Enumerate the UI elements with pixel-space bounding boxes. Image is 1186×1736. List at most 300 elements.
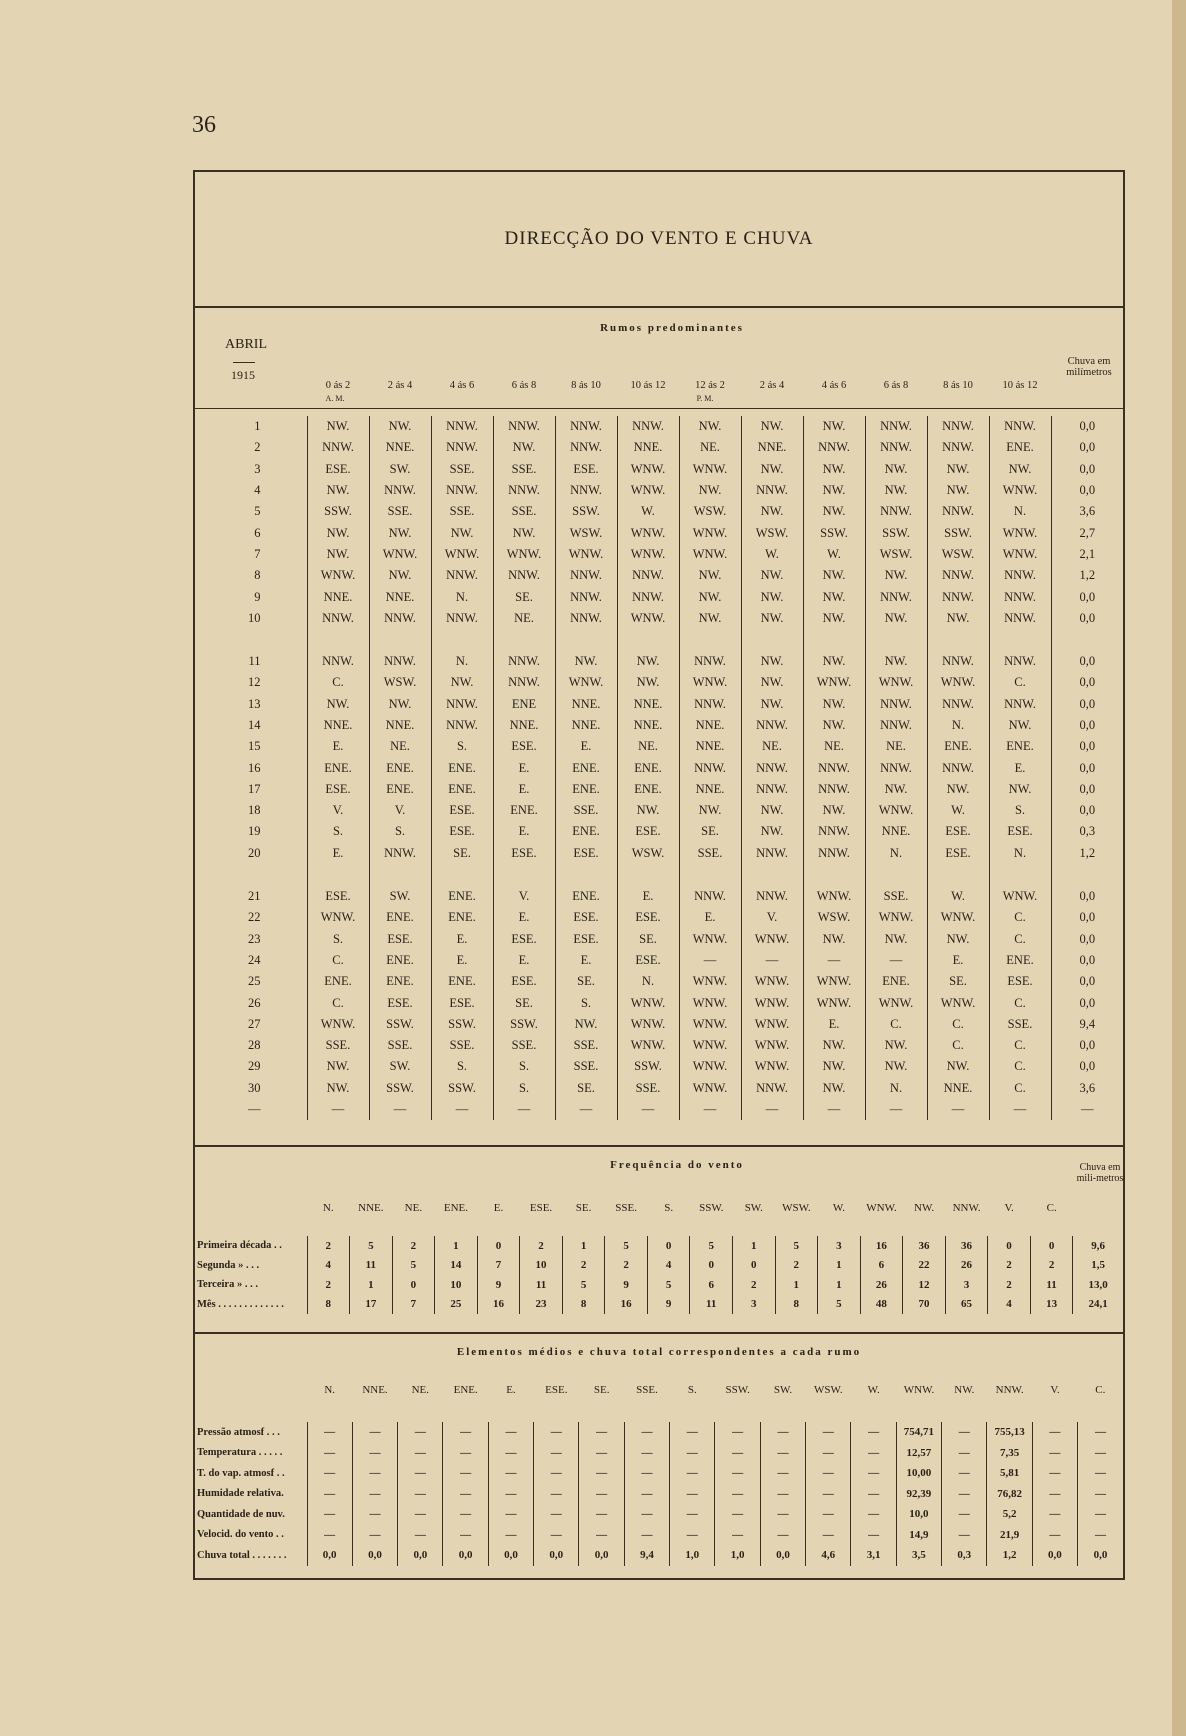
elem-header: Elementos médios e chuva total correspondentes a cada rumo	[456, 1346, 862, 1358]
elem-cell: —	[579, 1484, 624, 1505]
rain-cell: 0,0	[1051, 736, 1123, 757]
elem-cell: —	[443, 1484, 488, 1505]
freq-cell: 14	[435, 1256, 478, 1276]
freq-cell: 23	[520, 1295, 563, 1315]
day-cell: 4	[254, 483, 261, 498]
wind-cell: NW.	[741, 608, 803, 629]
wind-cell: NNW.	[493, 672, 555, 693]
direction-header: E.	[506, 1384, 516, 1396]
wind-cell: NE.	[679, 437, 741, 458]
day-cell: 21	[248, 889, 261, 904]
wind-cell: WNW.	[741, 929, 803, 950]
wind-cell: SSE.	[493, 501, 555, 522]
year-label: 1915	[231, 368, 255, 382]
wind-cell: C.	[989, 929, 1051, 950]
freq-cell: 36	[903, 1236, 946, 1256]
wind-cell: ENE.	[989, 950, 1051, 971]
wind-cell: SSW.	[493, 1014, 555, 1035]
wind-cell: C.	[989, 1056, 1051, 1077]
wind-cell: NNW.	[803, 821, 865, 842]
elem-cell: —	[398, 1463, 443, 1484]
wind-cell: NNE.	[555, 694, 617, 715]
wind-cell: ESE.	[617, 821, 679, 842]
wind-cell: NW.	[307, 522, 369, 543]
wind-cell: C.	[307, 992, 369, 1013]
wind-cell: C.	[927, 1035, 989, 1056]
wind-cell: V.	[493, 886, 555, 907]
wind-cell: ENE.	[555, 886, 617, 907]
freq-cell: 2	[775, 1256, 818, 1276]
wind-cell: NNW.	[555, 416, 617, 437]
wind-cell: WNW.	[679, 1078, 741, 1099]
elem-cell: 4,6	[806, 1545, 851, 1566]
elem-cell: —	[307, 1443, 352, 1464]
wind-cell: NNW.	[865, 694, 927, 715]
wind-cell: NNW.	[741, 886, 803, 907]
wind-cell: N.	[865, 843, 927, 864]
wind-cell: ENE.	[369, 971, 431, 992]
elem-cell: —	[942, 1484, 987, 1505]
freq-cell: 1	[435, 1236, 478, 1256]
pm-label: P. M.	[696, 394, 714, 403]
wind-cell: NW.	[803, 929, 865, 950]
wind-cell: NNW.	[431, 608, 493, 629]
wind-cell: SSW.	[803, 522, 865, 543]
elem-cell: —	[806, 1422, 851, 1443]
wind-cell: ESE.	[369, 929, 431, 950]
wind-cell: NW.	[865, 480, 927, 501]
row-label: Chuva total . . . . . . .	[197, 1549, 287, 1561]
elem-cell: —	[352, 1525, 397, 1546]
wind-cell: W.	[927, 886, 989, 907]
elem-cell: —	[534, 1422, 579, 1443]
wind-cell: —	[927, 1099, 989, 1120]
elem-cell: 0,3	[942, 1545, 987, 1566]
rain-cell: 1,2	[1051, 843, 1123, 864]
wind-cell: NNW.	[927, 565, 989, 586]
hour-header: 4 ás 6	[449, 380, 475, 391]
page-edge	[1172, 0, 1186, 1736]
elem-cell: —	[851, 1484, 896, 1505]
wind-cell: WNW.	[989, 886, 1051, 907]
rain-cell: 0,0	[1051, 929, 1123, 950]
freq-cell: 2	[307, 1236, 350, 1256]
wind-cell: ESE.	[555, 459, 617, 480]
wind-cell: NNE.	[927, 1078, 989, 1099]
wind-cell: NW.	[741, 821, 803, 842]
freq-cell: 16	[605, 1295, 648, 1315]
wind-cell: ENE.	[369, 907, 431, 928]
wind-cell: WNW.	[617, 480, 679, 501]
elem-cell: —	[488, 1463, 533, 1484]
elem-cell: —	[579, 1422, 624, 1443]
wind-cell: NW.	[803, 586, 865, 607]
wind-cell: NW.	[989, 715, 1051, 736]
wind-cell: NNW.	[369, 608, 431, 629]
rain-cell: 0,3	[1051, 821, 1123, 842]
table-row	[195, 757, 1123, 778]
wind-cell: NW.	[803, 1035, 865, 1056]
wind-cell: NW.	[803, 715, 865, 736]
wind-cell: —	[679, 950, 741, 971]
wind-cell: C.	[989, 907, 1051, 928]
freq-cell: 8	[307, 1295, 350, 1315]
elem-cell: —	[806, 1504, 851, 1525]
elem-cell: 7,35	[987, 1443, 1032, 1464]
wind-cell: ENE.	[555, 821, 617, 842]
elem-cell: —	[534, 1504, 579, 1525]
elem-cell: 10,0	[896, 1504, 941, 1525]
elem-cell: —	[670, 1443, 715, 1464]
rain-cell: 2,7	[1051, 522, 1123, 543]
wind-cell: ESE.	[927, 843, 989, 864]
freq-cell: 10	[435, 1275, 478, 1295]
day-cell: 20	[248, 845, 261, 860]
rain-cell: —	[1051, 1099, 1123, 1120]
table-row	[195, 1422, 1123, 1443]
wind-cell: WNW.	[369, 544, 431, 565]
table-row	[195, 459, 1123, 480]
wind-cell: ENE.	[989, 736, 1051, 757]
wind-cell: ENE.	[927, 736, 989, 757]
wind-cell: E.	[555, 950, 617, 971]
wind-cell: NNW.	[741, 715, 803, 736]
freq-cell: 7	[392, 1295, 435, 1315]
hour-header: 12 ás 2	[695, 380, 725, 391]
wind-cell: ENE.	[431, 779, 493, 800]
wind-cell: NW.	[865, 459, 927, 480]
elem-cell: —	[624, 1484, 669, 1505]
elem-cell: —	[443, 1504, 488, 1525]
elem-cell: —	[715, 1484, 760, 1505]
elem-cell: 10,00	[896, 1463, 941, 1484]
wind-cell: NNW.	[431, 715, 493, 736]
elem-table	[195, 1422, 1123, 1566]
row-label: Pressão atmosf . . .	[197, 1426, 280, 1438]
table-row	[195, 608, 1123, 629]
freq-cell: 2	[392, 1236, 435, 1256]
direction-header: NNE.	[358, 1202, 384, 1214]
day-cell: —	[248, 1102, 261, 1117]
direction-header: SSW.	[725, 1384, 750, 1396]
freq-cell: 26	[945, 1256, 988, 1276]
wind-cell: ENE.	[989, 437, 1051, 458]
elem-cell: 3,5	[896, 1545, 941, 1566]
wind-cell: NNW.	[431, 480, 493, 501]
rain-cell: 2,1	[1051, 544, 1123, 565]
freq-table	[195, 1236, 1123, 1314]
direction-header: N.	[322, 1202, 334, 1214]
wind-cell: NW.	[741, 651, 803, 672]
wind-cell: NW.	[803, 501, 865, 522]
wind-cell: ESE.	[307, 459, 369, 480]
wind-cell: NNW.	[431, 437, 493, 458]
wind-cell: ESE.	[431, 800, 493, 821]
wind-cell: C.	[307, 672, 369, 693]
wind-cell: NW.	[307, 694, 369, 715]
freq-cell: 0	[690, 1256, 733, 1276]
elem-cell: 3,1	[851, 1545, 896, 1566]
rain-cell: 0,0	[1051, 907, 1123, 928]
table-row	[195, 1295, 1123, 1315]
elem-cell: —	[443, 1463, 488, 1484]
wind-cell: NW.	[741, 459, 803, 480]
wind-cell: NW.	[989, 459, 1051, 480]
wind-cell: NNW.	[555, 565, 617, 586]
wind-cell: NNE.	[679, 779, 741, 800]
day-cell: 6	[254, 525, 261, 540]
wind-cell: ESE.	[431, 992, 493, 1013]
wind-cell: V.	[741, 907, 803, 928]
wind-cell: ENE.	[431, 886, 493, 907]
wind-cell: NNW.	[989, 694, 1051, 715]
elem-cell: —	[1078, 1525, 1123, 1546]
day-cell: 25	[248, 974, 261, 989]
wind-cell: NNE.	[741, 437, 803, 458]
elem-cell: —	[579, 1525, 624, 1546]
day-cell: 9	[254, 589, 261, 604]
wind-cell: E.	[679, 907, 741, 928]
elem-cell: —	[942, 1443, 987, 1464]
elem-cell: 5,2	[987, 1504, 1032, 1525]
wind-cell: NNE.	[679, 736, 741, 757]
wind-cell: —	[865, 950, 927, 971]
wind-cell: NW.	[431, 522, 493, 543]
wind-cell: NW.	[927, 480, 989, 501]
freq-cell: 22	[903, 1256, 946, 1276]
row-label: T. do vap. atmosf . .	[197, 1467, 285, 1479]
rain-cell: 9,4	[1051, 1014, 1123, 1035]
direction-header: WSW.	[814, 1384, 843, 1396]
rule-header-bottom	[195, 408, 1123, 409]
freq-cell: 2	[605, 1256, 648, 1276]
wind-cell: NNE.	[307, 715, 369, 736]
freq-cell: 1	[732, 1236, 775, 1256]
rain-cell: 1,2	[1051, 565, 1123, 586]
wind-cell: V.	[369, 800, 431, 821]
wind-cell: WNW.	[865, 992, 927, 1013]
elem-cell: 76,82	[987, 1484, 1032, 1505]
table-row	[195, 501, 1123, 522]
wind-cell: WSW.	[865, 544, 927, 565]
wind-cell: WNW.	[555, 672, 617, 693]
elem-cell: —	[760, 1525, 805, 1546]
wind-cell: SE.	[493, 586, 555, 607]
wind-cell: NNW.	[865, 715, 927, 736]
wind-cell: ENE.	[431, 971, 493, 992]
wind-cell: NW.	[369, 565, 431, 586]
wind-cell: SSE.	[493, 1035, 555, 1056]
freq-cell: 5	[562, 1275, 605, 1295]
day-cell: 30	[248, 1080, 261, 1095]
row-label: Humidade relativa.	[197, 1488, 284, 1500]
hour-header: 2 ás 4	[387, 380, 413, 391]
wind-cell: NNW.	[741, 757, 803, 778]
rule-freq-top	[195, 1145, 1123, 1147]
wind-cell: SSE.	[989, 1014, 1051, 1035]
table-row	[195, 736, 1123, 757]
table-row	[195, 1443, 1123, 1464]
wind-cell: ESE.	[617, 907, 679, 928]
day-cell: 5	[254, 504, 261, 519]
elem-cell: —	[760, 1504, 805, 1525]
wind-cell: NNE.	[617, 694, 679, 715]
wind-cell: N.	[989, 843, 1051, 864]
wind-cell: WNW.	[679, 544, 741, 565]
freq-cell: 1	[818, 1256, 861, 1276]
wind-cell: NNE.	[369, 715, 431, 736]
freq-cell: 5	[647, 1275, 690, 1295]
wind-cell: NNW.	[493, 416, 555, 437]
wind-cell: WNW.	[617, 459, 679, 480]
wind-cell: E.	[927, 950, 989, 971]
rain-cell: 3,6	[1051, 501, 1123, 522]
wind-cell: E.	[493, 950, 555, 971]
wind-cell: SE.	[555, 971, 617, 992]
wind-cell: WNW.	[431, 544, 493, 565]
freq-cell: 0	[647, 1236, 690, 1256]
wind-cell: WNW.	[679, 522, 741, 543]
wind-cell: NNW.	[555, 480, 617, 501]
row-label: Segunda » . . .	[197, 1259, 260, 1271]
wind-cell: NNW.	[803, 843, 865, 864]
elem-cell: —	[806, 1443, 851, 1464]
day-cell: 8	[254, 568, 261, 583]
freq-cell: 0	[1030, 1236, 1073, 1256]
day-cell: 24	[248, 952, 261, 967]
elem-cell: —	[760, 1422, 805, 1443]
wind-cell: WNW.	[865, 907, 927, 928]
wind-cell: NNW.	[555, 437, 617, 458]
wind-cell: NE.	[803, 736, 865, 757]
wind-cell: WSW.	[617, 843, 679, 864]
wind-cell: SE.	[927, 971, 989, 992]
wind-cell: C.	[307, 950, 369, 971]
freq-cell: 16	[477, 1295, 520, 1315]
group-header: Rumos predominantes	[600, 322, 744, 334]
elem-cell: —	[398, 1525, 443, 1546]
wind-cell: WNW.	[803, 992, 865, 1013]
direction-header: NNW.	[995, 1384, 1024, 1396]
day-cell: 28	[248, 1038, 261, 1053]
wind-cell: NNW.	[431, 694, 493, 715]
wind-cell: NW.	[865, 1056, 927, 1077]
elem-cell: —	[760, 1463, 805, 1484]
freq-cell: 48	[860, 1295, 903, 1315]
elem-cell: —	[851, 1504, 896, 1525]
elem-cell: —	[488, 1484, 533, 1505]
wind-cell: NW.	[555, 651, 617, 672]
wind-cell: NW.	[307, 480, 369, 501]
wind-cell: —	[493, 1099, 555, 1120]
elem-cell: 0,0	[1032, 1545, 1077, 1566]
elem-cell: —	[307, 1504, 352, 1525]
wind-cell: SSE.	[431, 1035, 493, 1056]
freq-cell: 2	[520, 1236, 563, 1256]
wind-cell: ESE.	[555, 929, 617, 950]
wind-cell: E.	[803, 1014, 865, 1035]
row-label: Terceira » . . .	[197, 1279, 258, 1291]
wind-cell: —	[369, 1099, 431, 1120]
wind-cell: NNW.	[741, 480, 803, 501]
rain-cell: 0,0	[1051, 800, 1123, 821]
elem-cell: 0,0	[579, 1545, 624, 1566]
wind-cell: NW.	[865, 779, 927, 800]
elem-cell: —	[1078, 1443, 1123, 1464]
direction-header: V.	[1050, 1384, 1060, 1396]
elem-cell: —	[942, 1422, 987, 1443]
elem-cell: —	[1078, 1463, 1123, 1484]
wind-cell: NW.	[741, 800, 803, 821]
wind-cell: NW.	[369, 416, 431, 437]
elem-cell: —	[670, 1463, 715, 1484]
wind-cell: WNW.	[741, 1014, 803, 1035]
wind-cell: NW.	[803, 1078, 865, 1099]
wind-cell: SSW.	[555, 501, 617, 522]
freq-cell: 2	[988, 1256, 1031, 1276]
table-row	[195, 1275, 1123, 1295]
freq-cell: 9	[647, 1295, 690, 1315]
elem-cell: 92,39	[896, 1484, 941, 1505]
elem-cell: —	[670, 1484, 715, 1505]
table-row	[195, 715, 1123, 736]
freq-cell: 13	[1030, 1295, 1073, 1315]
elem-cell: —	[307, 1463, 352, 1484]
direction-header: SE.	[593, 1384, 610, 1396]
wind-cell: SSE.	[307, 1035, 369, 1056]
wind-cell: V.	[307, 800, 369, 821]
wind-cell: ENE.	[431, 757, 493, 778]
wind-cell: WNW.	[989, 522, 1051, 543]
wind-cell: ENE.	[307, 971, 369, 992]
elem-cell: —	[488, 1443, 533, 1464]
elem-cell: —	[398, 1422, 443, 1443]
wind-cell: E.	[555, 736, 617, 757]
wind-cell: WNW.	[679, 1014, 741, 1035]
wind-cell: NNW.	[679, 694, 741, 715]
day-cell: 17	[248, 781, 261, 796]
wind-cell: NW.	[307, 1078, 369, 1099]
page-number: 36	[192, 112, 216, 138]
wind-cell: WNW.	[617, 1014, 679, 1035]
wind-cell: WSW.	[741, 522, 803, 543]
wind-cell: NW.	[741, 694, 803, 715]
freq-cell: 12	[903, 1275, 946, 1295]
freq-cell: 5	[392, 1256, 435, 1276]
wind-cell: NW.	[679, 565, 741, 586]
wind-cell: WNW.	[679, 992, 741, 1013]
elem-cell: —	[352, 1443, 397, 1464]
day-cell: 16	[248, 760, 261, 775]
wind-cell: SSE.	[617, 1078, 679, 1099]
wind-cell: WNW.	[865, 672, 927, 693]
wind-cell: WNW.	[493, 544, 555, 565]
wind-cell: NNW.	[617, 416, 679, 437]
wind-cell: S.	[989, 800, 1051, 821]
wind-cell: NW.	[865, 1035, 927, 1056]
wind-cell: WNW.	[927, 992, 989, 1013]
table-row	[195, 929, 1123, 950]
elem-cell: —	[579, 1463, 624, 1484]
wind-cell: NW.	[803, 651, 865, 672]
wind-cell: ESE.	[493, 929, 555, 950]
wind-cell: S.	[493, 1056, 555, 1077]
wind-cell: WSW.	[803, 907, 865, 928]
wind-cell: WNW.	[617, 522, 679, 543]
wind-cell: SSW.	[865, 522, 927, 543]
wind-cell: E.	[493, 907, 555, 928]
wind-cell: WNW.	[555, 544, 617, 565]
